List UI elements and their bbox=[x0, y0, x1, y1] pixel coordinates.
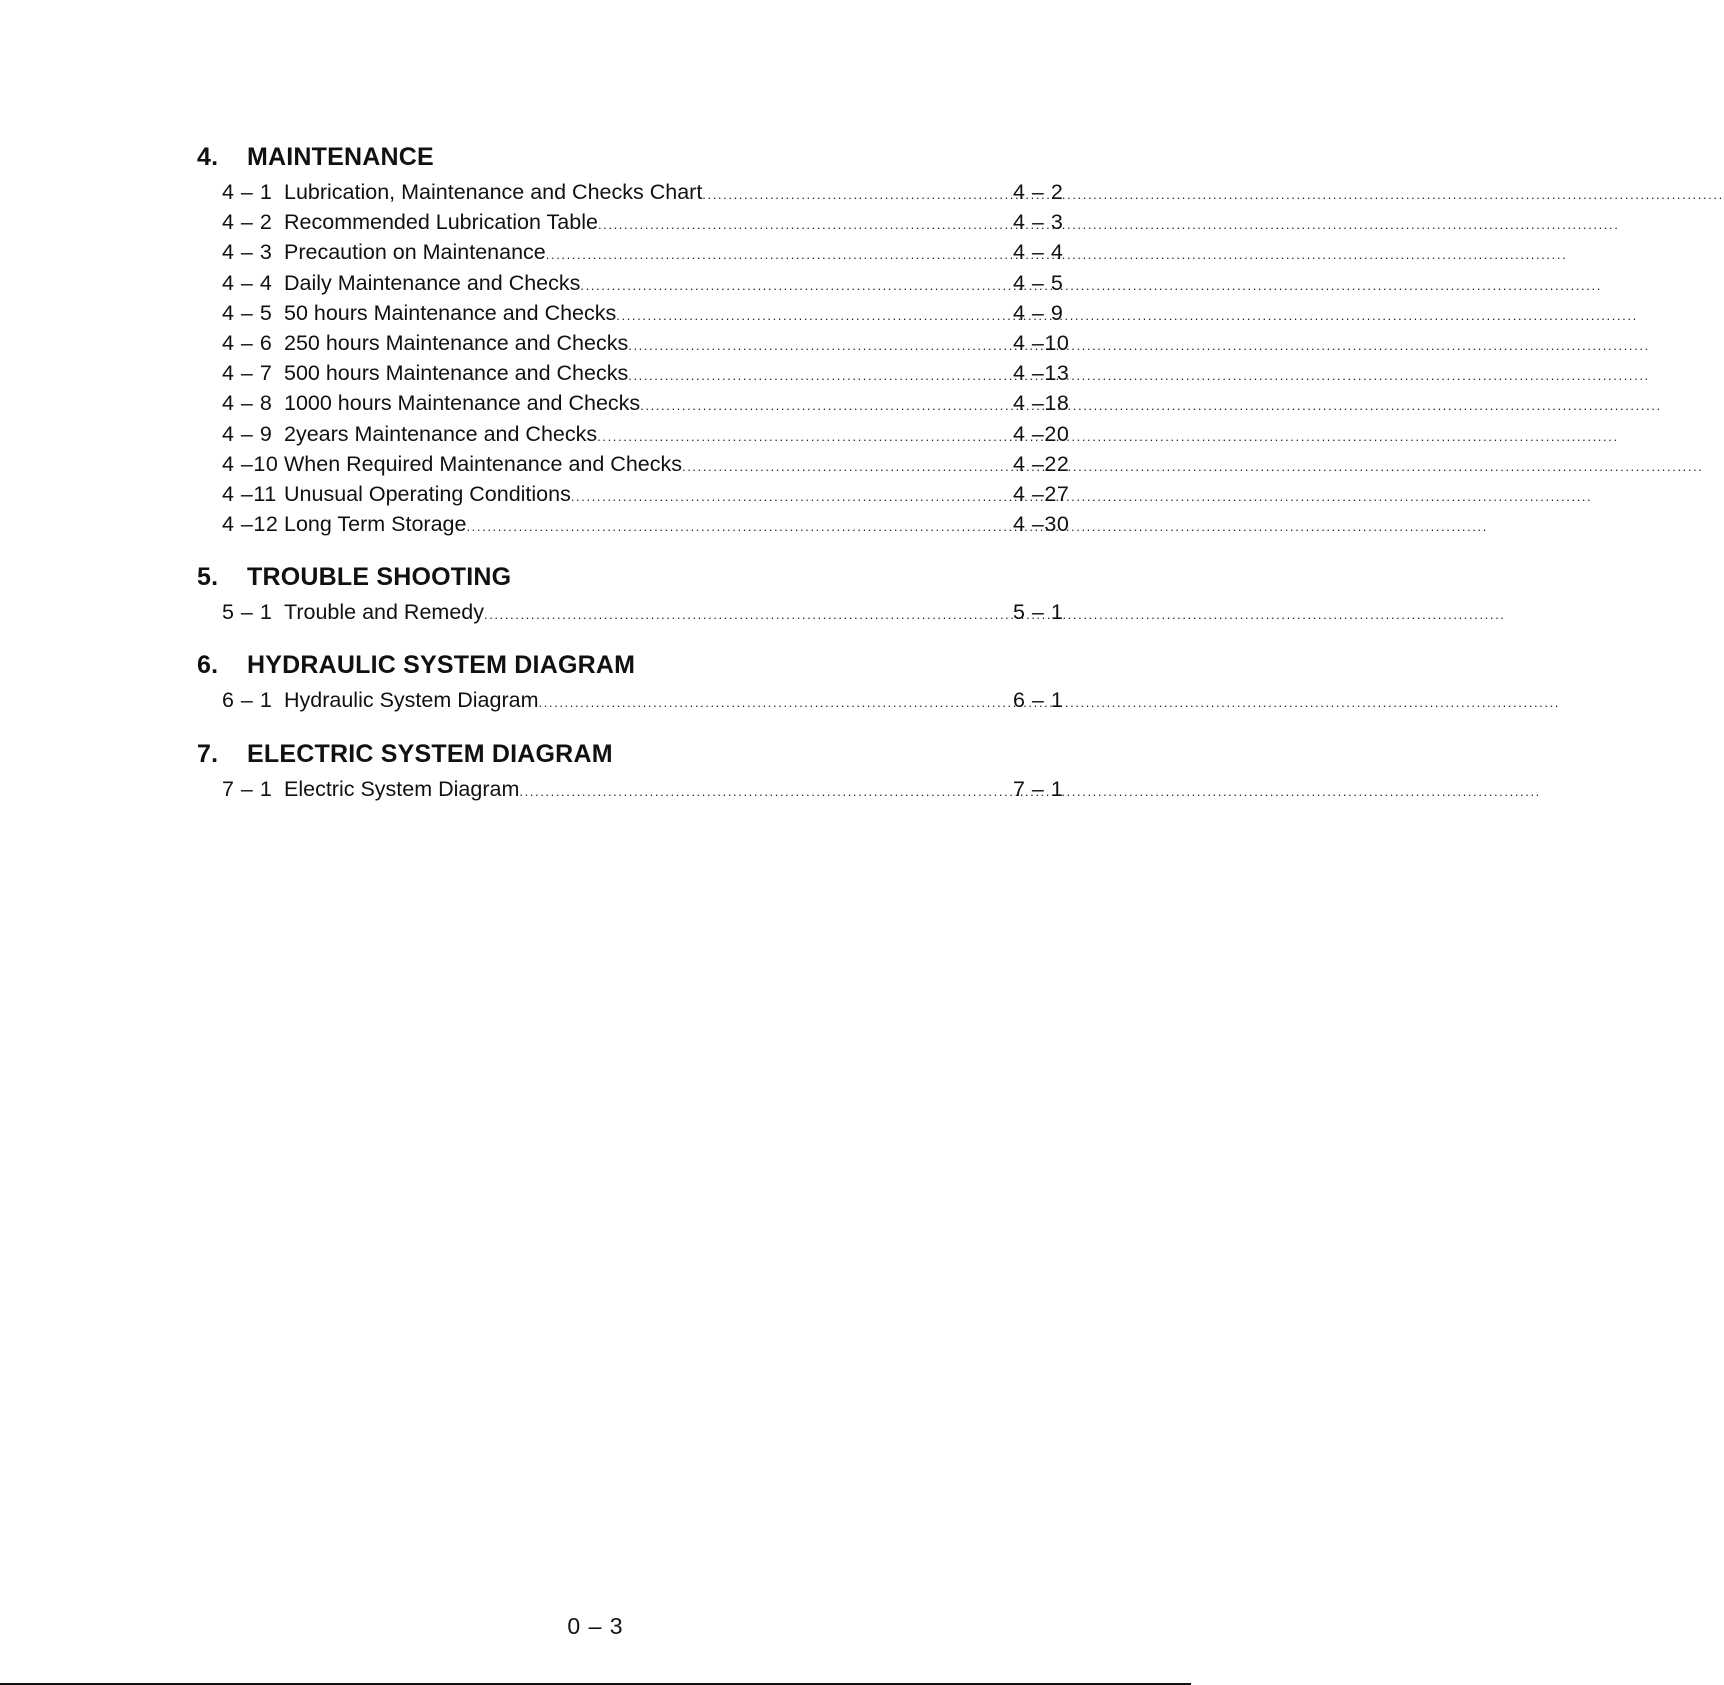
entry-number: 4 –12 bbox=[222, 512, 279, 537]
section-title: HYDRAULIC SYSTEM DIAGRAM bbox=[247, 651, 636, 680]
dot-leader bbox=[571, 482, 993, 512]
entry-number: 4 – 9 bbox=[222, 421, 273, 446]
entry-page-number: 4 –10 bbox=[1013, 330, 1070, 355]
section-number: 5. bbox=[197, 563, 219, 592]
toc-entry bbox=[197, 298, 1077, 328]
entry-title: Electric System Diagram bbox=[284, 776, 520, 801]
toc-section-hydraulic-system-diagram bbox=[197, 651, 1077, 715]
dot-leader bbox=[628, 331, 993, 361]
toc-entry bbox=[197, 419, 1077, 449]
entry-number: 7 – 1 bbox=[222, 776, 273, 801]
toc-section-trouble-shooting bbox=[197, 563, 1077, 627]
entry-title: Hydraulic System Diagram bbox=[284, 688, 539, 713]
entry-title: Unusual Operating Conditions bbox=[284, 481, 571, 506]
entry-title: 250 hours Maintenance and Checks bbox=[284, 330, 629, 355]
dot-leader bbox=[598, 210, 993, 240]
entry-title: Daily Maintenance and Checks bbox=[284, 270, 581, 295]
entry-page-number: 4 –30 bbox=[1013, 512, 1070, 537]
section-number: 4. bbox=[197, 143, 219, 171]
section-heading bbox=[197, 563, 1077, 597]
entry-title: Recommended Lubrication Table bbox=[284, 210, 598, 235]
entry-page-number: 4 –20 bbox=[1013, 421, 1070, 446]
toc-section-electric-system-diagram bbox=[197, 740, 1077, 804]
entry-number: 4 – 1 bbox=[222, 180, 273, 204]
entry-number: 4 – 2 bbox=[222, 210, 273, 235]
dot-leader bbox=[682, 452, 993, 482]
entry-title: Lubrication, Maintenance and Checks Chart bbox=[284, 180, 703, 204]
section-heading bbox=[197, 651, 1077, 685]
section-heading bbox=[197, 143, 1077, 177]
entry-number: 4 –11 bbox=[222, 481, 277, 506]
entry-number: 4 –10 bbox=[222, 451, 279, 476]
page-number: 0 – 3 bbox=[567, 1613, 624, 1639]
section-number: 6. bbox=[197, 651, 219, 680]
entry-page-number: 4 –13 bbox=[1013, 361, 1070, 386]
entry-number: 4 – 6 bbox=[222, 330, 273, 355]
entry-page-number: 4 – 2 bbox=[1013, 180, 1064, 204]
entry-title: 500 hours Maintenance and Checks bbox=[284, 361, 629, 386]
section-title: MAINTENANCE bbox=[247, 143, 434, 171]
entry-number: 4 – 8 bbox=[222, 391, 273, 416]
toc-entry bbox=[197, 207, 1077, 237]
entry-page-number: 4 –22 bbox=[1013, 451, 1070, 476]
entry-page-number: 5 – 1 bbox=[1013, 600, 1064, 625]
section-title: TROUBLE SHOOTING bbox=[247, 563, 512, 592]
toc-entry bbox=[197, 328, 1077, 358]
toc-entry bbox=[197, 597, 1077, 627]
entry-page-number: 6 – 1 bbox=[1013, 688, 1064, 713]
entry-page-number: 7 – 1 bbox=[1013, 776, 1064, 801]
entry-title: Precaution on Maintenance bbox=[284, 240, 546, 265]
entry-number: 4 – 7 bbox=[222, 361, 273, 386]
dot-leader bbox=[538, 688, 993, 718]
section-number: 7. bbox=[197, 739, 219, 768]
entry-number: 4 – 4 bbox=[222, 270, 273, 295]
entry-title: 1000 hours Maintenance and Checks bbox=[284, 391, 641, 416]
entry-page-number: 4 – 5 bbox=[1013, 270, 1064, 295]
toc-entry bbox=[197, 479, 1077, 509]
toc-entry bbox=[197, 509, 1077, 539]
entry-page-number: 4 –18 bbox=[1013, 391, 1070, 416]
dot-leader bbox=[702, 180, 993, 210]
toc-entry bbox=[197, 177, 1077, 207]
toc-entry bbox=[197, 685, 1077, 715]
entry-number: 5 – 1 bbox=[222, 600, 273, 625]
toc-section-maintenance bbox=[197, 143, 1077, 539]
toc-entry bbox=[197, 774, 1077, 804]
dot-leader bbox=[597, 422, 993, 452]
entry-page-number: 4 – 9 bbox=[1013, 300, 1064, 325]
toc-entry bbox=[197, 268, 1077, 298]
entry-title: Long Term Storage bbox=[284, 512, 467, 537]
dot-leader bbox=[628, 361, 993, 391]
entry-page-number: 4 –27 bbox=[1013, 481, 1070, 506]
dot-leader bbox=[519, 777, 993, 807]
entry-page-number: 4 – 4 bbox=[1013, 240, 1064, 265]
toc-entry bbox=[197, 358, 1077, 388]
entry-number: 6 – 1 bbox=[222, 688, 273, 713]
entry-title: 2years Maintenance and Checks bbox=[284, 421, 598, 446]
toc-entry bbox=[197, 237, 1077, 267]
toc-entry bbox=[197, 388, 1077, 418]
table-of-contents bbox=[197, 143, 1077, 828]
entry-title: Trouble and Remedy bbox=[284, 600, 484, 625]
dot-leader bbox=[546, 240, 993, 270]
dot-leader bbox=[640, 391, 993, 421]
entry-number: 4 – 5 bbox=[222, 300, 273, 325]
dot-leader bbox=[484, 600, 993, 630]
section-title: ELECTRIC SYSTEM DIAGRAM bbox=[247, 739, 613, 768]
entry-title: When Required Maintenance and Checks bbox=[284, 451, 682, 476]
entry-title: 50 hours Maintenance and Checks bbox=[284, 300, 617, 325]
entry-number: 4 – 3 bbox=[222, 240, 273, 265]
entry-page-number: 4 – 3 bbox=[1013, 210, 1064, 235]
toc-entry bbox=[197, 449, 1077, 479]
dot-leader bbox=[466, 512, 993, 542]
section-heading bbox=[197, 740, 1077, 774]
dot-leader bbox=[616, 301, 993, 331]
dot-leader bbox=[580, 271, 993, 301]
